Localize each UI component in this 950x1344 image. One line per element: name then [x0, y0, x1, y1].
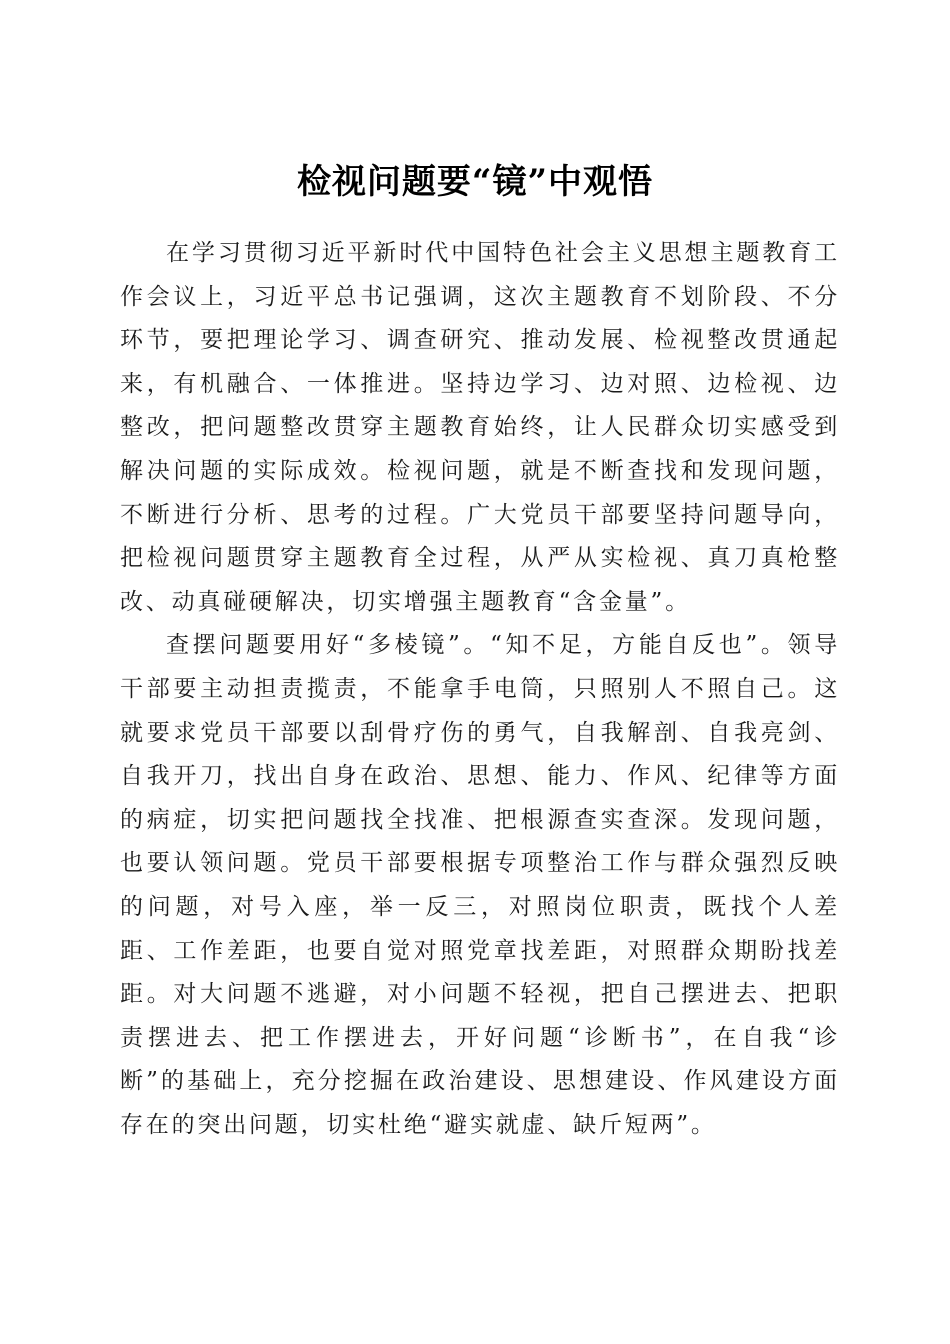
paragraph-2: 查摆问题要用好“多棱镜”。“知不足，方能自反也”。领导干部要主动担责揽责，不能拿手电筒，只照别人不照自己。这就要求党员干部要以刮骨疗伤的勇气，自我解剖、自我亮剑、自我开刀，找出自身在政治、思想、能力、作风、纪律等方面的病症，切实把问题找全找准、把根源查实查深。发现问题，也要认领问题。党员干部要根据专项整治工作与群众强烈反映的问题，对号入座，举一反三，对照岗位职责，既找个人差距、工作差距，也要自觉对照党章找差距，对照群众期盼找差距。对大问题不逃避，对小问题不轻视，把自己摆进去、把职责摆进去、把工作摆进去，开好问题“诊断书”，在自我“诊断”的基础上，充分挖掘在政治建设、思想建设、作风建设方面存在的突出问题，切实杜绝“避实就虚、缺斤短两”。: [120, 632, 840, 1138]
document-body: [120, 232, 840, 1147]
document-title: 检视问题要“镜”中观悟: [296, 161, 654, 202]
paragraph-1: 在学习贯彻习近平新时代中国特色社会主义思想主题教育工作会议上，习近平总书记强调，这次主题教育不划阶段、不分环节，要把理论学习、调查研究、推动发展、检视整改贯通起来，有机融合、一体推进。坚持边学习、边对照、边检视、边整改，把问题整改贯穿主题教育始终，让人民群众切实感受到解决问题的实际成效。检视问题，就是不断查找和发现问题，不断进行分析、思考的过程。广大党员干部要坚持问题导向，把检视问题贯穿主题教育全过程，从严从实检视、真刀真枪整改、动真碰硬解决，切实增强主题教育“含金量”。: [120, 240, 840, 615]
